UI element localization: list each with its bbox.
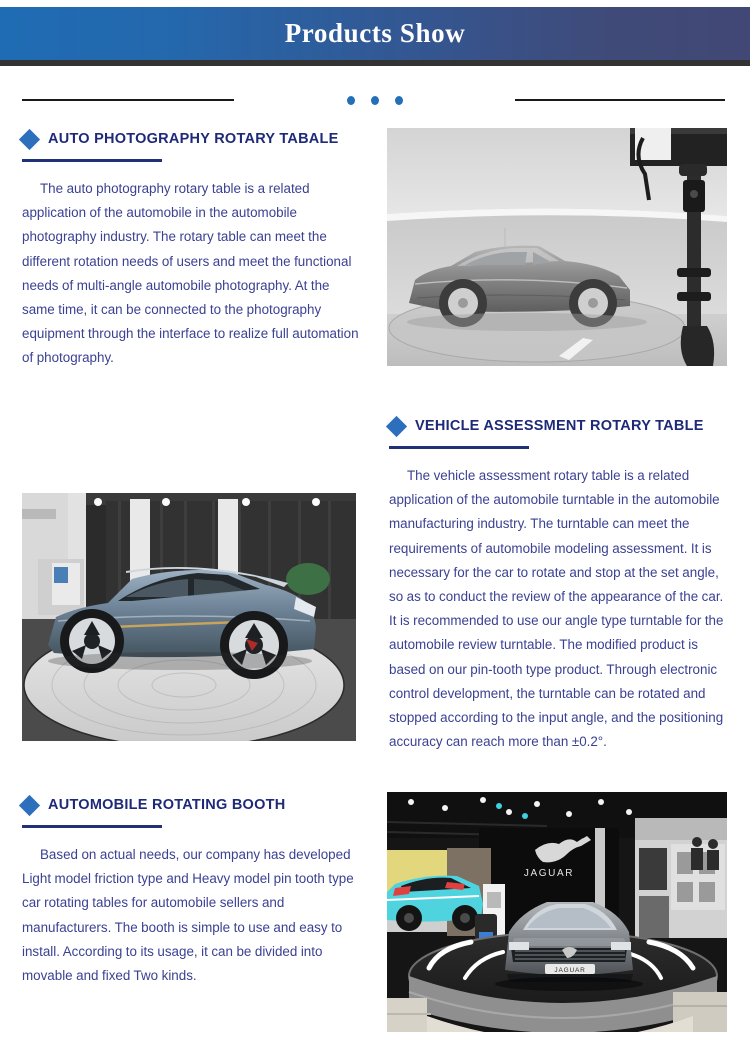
photo-booth-illustration xyxy=(387,792,727,1032)
photo-showroom-illustration xyxy=(22,493,356,741)
banner-underbar xyxy=(0,60,750,66)
divider-dot-icon xyxy=(347,96,355,105)
section-body: The vehicle assessment rotary table is a related application of the automobile turntable in the automobile manufacturing industry. The turntable can meet the requirements of automobile modeling assessment. It is necessary for the car to rotate and stop at the set angle, so as to conduct the review of the appearance of the car. It is recommended to use our angle type turntable for the automobile review turntable. The modified product is based on our pin-tooth type product. Through electronic control development, the turntable can be rotated and stopped according to the input angle, and the positioning accuracy can reach more than ±0.2°. xyxy=(389,468,724,750)
section-heading: AUTOMOBILE ROTATING BOOTH xyxy=(48,796,286,813)
section-heading-underline xyxy=(22,825,162,828)
section-body: Based on actual needs, our company has developed Light model friction type and Heavy model pin tooth type car rotating tables for automobile sellers and manufacturers. The booth is simple to use and easy to install. According to its usage, it can be divided into movable and fixed Two kinds. xyxy=(22,847,354,984)
page-banner xyxy=(0,7,750,60)
section-auto-photography-rotary-tabale xyxy=(22,128,362,371)
photo-studio-illustration xyxy=(387,128,727,366)
section-automobile-rotating-booth xyxy=(22,794,362,988)
divider-rule-left xyxy=(22,99,234,101)
photo-vehicle-assessment-showroom xyxy=(22,493,356,741)
divider-dot-icon xyxy=(371,96,379,105)
section-divider xyxy=(0,88,750,110)
photo-automobile-rotating-booth xyxy=(387,792,727,1032)
section-heading-underline xyxy=(389,446,529,449)
page-title: Products Show xyxy=(284,18,466,48)
photo-auto-photography-studio xyxy=(387,128,727,366)
section-heading-row xyxy=(22,128,362,150)
section-heading-underline xyxy=(22,159,162,162)
svg-text:JAGUAR: JAGUAR xyxy=(554,967,586,974)
svg-text:JAGUAR: JAGUAR xyxy=(523,868,575,879)
divider-dots xyxy=(347,94,403,106)
diamond-bullet-icon xyxy=(386,415,407,436)
diamond-bullet-icon xyxy=(19,128,40,149)
section-body: The auto photography rotary table is a related application of the automobile in the automobile photography industry. The rotary table can meet the different rotation needs of users and meet the functional needs of multi-angle automobile photography. At the same time, it can be connected to the photography equipment through the interface to realize full automation of photography. xyxy=(22,181,359,366)
diamond-bullet-icon xyxy=(19,794,40,815)
divider-rule-right xyxy=(515,99,725,101)
divider-dot-icon xyxy=(395,96,403,105)
section-heading-row xyxy=(22,794,362,816)
section-heading-row xyxy=(389,415,727,437)
section-heading: AUTO PHOTOGRAPHY ROTARY TABALE xyxy=(48,130,339,147)
section-heading: VEHICLE ASSESSMENT ROTARY TABLE xyxy=(415,417,704,434)
section-vehicle-assessment-rotary-table xyxy=(389,415,727,754)
